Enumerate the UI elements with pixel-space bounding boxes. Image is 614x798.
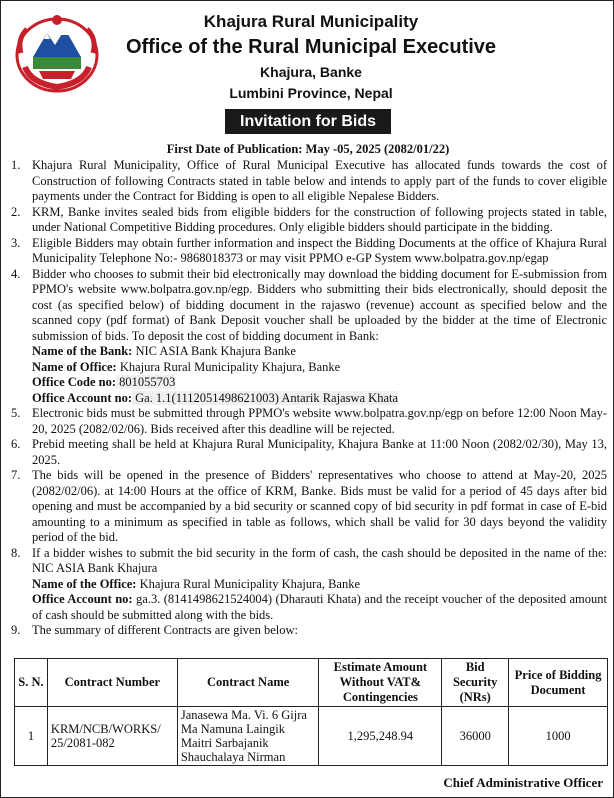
- notice-item-9: 9. The summary of different Contracts are given below:: [11, 623, 299, 637]
- col-contract-number: Contract Number: [47, 659, 177, 707]
- province-name: Lumbini Province, Nepal: [229, 85, 393, 101]
- notice-items: [11, 158, 607, 639]
- cell-estimate-amount: 1,295,248.94: [319, 707, 442, 766]
- nepal-emblem-icon: [11, 9, 103, 93]
- col-contract-name: Contract Name: [177, 659, 319, 707]
- col-document-price: Price of Bidding Document: [509, 659, 608, 707]
- notice-item-1: 1. Khajura Rural Municipality, Office of Rural Municipal Executive has allocated funds towards the cost of Construction of following Contracts stated in table below and intends to apply part of the funds to cover eligible payments under the Contract for Bidding is open to all eligible Nepalese Bidders.: [11, 158, 607, 203]
- col-estimate-amount: Estimate Amount Without VAT& Contingencies: [319, 659, 442, 707]
- municipality-name: Khajura Rural Municipality: [203, 12, 419, 31]
- office-location: Khajura, Banke: [260, 64, 362, 80]
- office-name-line: Name of Office: Khajura Rural Municipality Khajura, Banke: [32, 359, 341, 374]
- table-row: [15, 707, 608, 766]
- cell-document-price: 1000: [509, 707, 608, 766]
- invitation-banner: Invitation for Bids: [225, 109, 391, 134]
- table-header-row: [15, 659, 608, 707]
- col-bid-security: Bid Security (NRs): [442, 659, 509, 707]
- notice-item-5: 5. Electronic bids must be submitted through PPMO's website www.bolpatra.gov.np/egp on before 12:00 Noon May-20, 2025 (2082/02/06). Bids received after this deadline will be rejected.: [11, 406, 607, 436]
- bank-deposit-details: [11, 344, 607, 406]
- publication-date: First Date of Publication: May -05, 2025 (2082/01/22): [166, 142, 450, 156]
- notice-item-3: 3. Eligible Bidders may obtain further information and inspect the Bidding Documents at the office of Khajura Rural Municipality Telephone No:- 9868018373 or may visit PPMO e-GP System www.bolpatra.gov.np/egap: [11, 235, 607, 265]
- bank-name-line: Name of the Bank: NIC ASIA Bank Khajura Banke: [32, 344, 296, 358]
- cash-deposit-details: [11, 577, 607, 624]
- signature-title: Chief Administrative Officer: [443, 775, 603, 790]
- cell-sn: 1: [15, 707, 48, 766]
- office-title: Office of the Rural Municipal Executive: [125, 36, 497, 58]
- office-account-line: Office Account no: Ga. 1.1(1112051498621003) Antarik Rajaswa Khata: [32, 390, 399, 405]
- cell-contract-name: Janasewa Ma. Vi. 6 Gijra Ma Namuna Laingik Maitri Sarbajanik Shauchalaya Nirman: [177, 707, 319, 766]
- contracts-table: [14, 658, 608, 766]
- office-code-line: Office Code no: 801055703: [32, 375, 176, 389]
- notice-item-8: 8. If a bidder wishes to submit the bid security in the form of cash, the cash should be deposited in the name of the: NIC ASIA Bank Khajura: [11, 545, 607, 575]
- cell-bid-security: 36000: [442, 707, 509, 766]
- notice-item-7: 7. The bids will be opened in the presence of Bidders' representatives who choose to attend at May-20, 2025 (2082/02/06). at 14:00 Hours at the office of KRM, Banke. Bids must be valid for a period of 45 days after bid opening and must be accompanied by a bid security or scanned copy of bid security in pdf format in case of E-bid amounting to a minimum as specified in table as follows, which shall be valid for 30 days beyond the validity period of the bid.: [11, 468, 607, 544]
- cell-contract-number: KRM/NCB/WORKS/ 25/2081-082: [47, 707, 177, 766]
- notice-item-4: 4. Bidder who chooses to submit their bid electronically may download the bidding document for E-submission from PPMO's website www.bolpatra.gov.np/egp. Bidders who submitting their bids electronically, should deposit the cost (as specified below) of bidding document in the rajaswo (revenue) account as specified below and the scanned copy (pdf format) of Bank Deposit voucher shall be uploaded by the bidder at the time of Electronic submission of bids. To deposit the cost of bidding document in Bank:: [11, 266, 607, 343]
- col-sn: S. N.: [15, 659, 48, 707]
- notice-item-6: 6. Prebid meeting shall be held at Khajura Rural Municipality, Khajura Banke at 11:00 Noon (2082/02/30), May 13, 2025.: [11, 437, 607, 467]
- cash-office-name-line: Name of the Office: Khajura Rural Municipality Khajura, Banke: [32, 576, 361, 591]
- cash-account-line: Office Account no: ga.3. (8141498621524004) (Dharauti Khata) and the receipt voucher of the deposited amount of cash should be submitted along with the bids.: [32, 592, 607, 622]
- notice-item-2: 2. KRM, Banke invites sealed bids from eligible bidders for the construction of following projects stated in table, under National Competitive Bidding procedures. Only eligible bidders should participate in the bidding.: [11, 204, 607, 234]
